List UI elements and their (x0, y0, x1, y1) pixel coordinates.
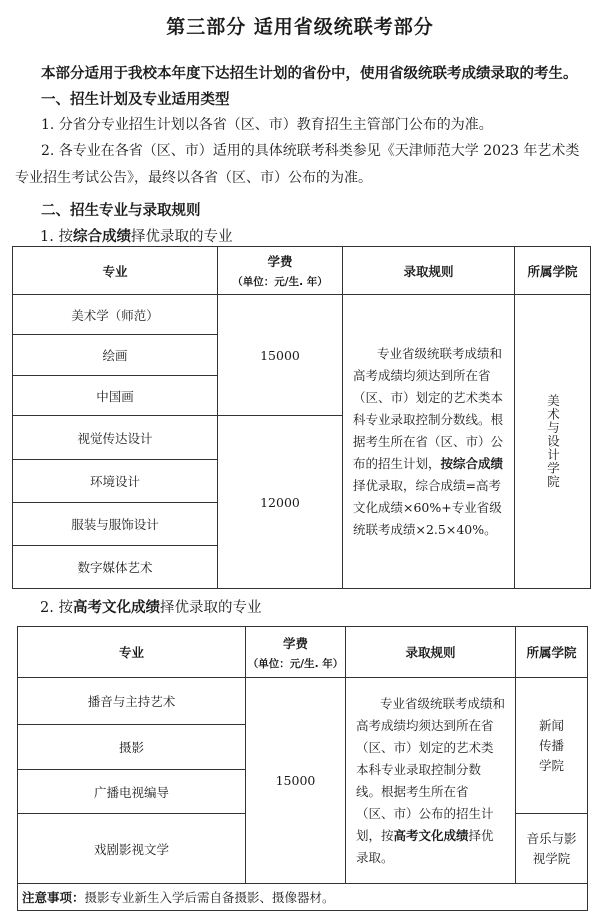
section1-paragraph-1: 1. 分省分专业招生计划以各省（区、市）教育招生主管部门公布的为准。 (41, 117, 493, 133)
college-line: 音乐与影 (526, 830, 577, 846)
section2-heading: 二、招生专业与录取规则 (41, 203, 201, 219)
header-fee-unit: （单位：元/生. 年） (232, 276, 328, 288)
major-cell: 播音与主持艺术 (18, 678, 246, 725)
header-rule: 录取规则 (346, 627, 516, 678)
college-name: 美术与设计学院 (545, 394, 561, 489)
subsection-2-heading (40, 596, 261, 617)
rule-text-post: 择优录取，综合成绩=高考文化成绩×60%+专业省级统联考成绩×2.5×40%。 (353, 477, 502, 537)
major-cell: 视觉传达设计 (13, 416, 218, 460)
header-fee-label: 学费 (282, 635, 308, 651)
subsection-1-prefix: 1. 按 (40, 229, 73, 245)
subsection-2-bold: 高考文化成绩 (72, 600, 160, 616)
subsection-2-suffix: 择优录取的专业 (159, 600, 262, 616)
rule-text-bold: 高考文化成绩 (393, 827, 469, 843)
fee-cell: 15000 (218, 295, 343, 416)
header-major: 专业 (18, 627, 246, 678)
rule-text (356, 693, 505, 869)
table-row (18, 678, 588, 725)
college-line: 传播 (538, 737, 564, 753)
table-culture-score (17, 626, 588, 911)
college-cell (516, 814, 588, 884)
header-fee (218, 247, 343, 295)
page-title: 第三部分 适用省级统联考部分 (166, 16, 434, 38)
major-cell: 广播电视编导 (18, 770, 246, 814)
table-header-row (18, 627, 588, 678)
fee-cell: 12000 (218, 416, 343, 589)
subsection-1-heading (40, 225, 232, 246)
college-cell (516, 678, 588, 814)
note-label: 注意事项： (22, 890, 85, 905)
section1-heading: 一、招生计划及专业适用类型 (41, 92, 230, 108)
fee-cell: 15000 (246, 678, 346, 884)
rule-text-post: 择优录取。 (356, 827, 494, 865)
header-rule: 录取规则 (343, 247, 515, 295)
major-cell: 摄影 (18, 725, 246, 770)
rule-cell (346, 678, 516, 884)
college-line: 学院 (538, 757, 564, 773)
note-cell (18, 884, 588, 911)
major-cell: 戏剧影视文学 (18, 814, 246, 884)
header-college: 所属学院 (515, 247, 591, 295)
rule-text (353, 343, 504, 541)
table-row (13, 295, 591, 335)
major-cell: 美术学（师范） (13, 295, 218, 335)
section1-paragraph-2: 2. 各专业在各省（区、市）适用的具体统联考科类参见《天津师范大学 2023 年艺术类专业招生考试公告》，最终以各省（区、市）公布的为准。 (15, 143, 580, 186)
rule-cell (343, 295, 515, 589)
table-composite-score (12, 246, 591, 589)
major-cell: 环境设计 (13, 460, 218, 503)
college-line: 视学院 (532, 850, 571, 866)
intro-text: 本部分适用于我校本年度下达招生计划的省份中，使用省级统联考成绩录取的考生。 (41, 66, 578, 82)
note-text: 摄影专业新生入学后需自备摄影、摄像器材。 (84, 890, 335, 905)
college-line: 新闻 (538, 717, 564, 733)
table-header-row (13, 247, 591, 295)
subsection-1-bold: 综合成绩 (72, 229, 131, 245)
major-cell: 绘画 (13, 335, 218, 376)
header-fee-unit: （单位：元/生. 年） (247, 657, 344, 670)
header-fee (246, 627, 346, 678)
major-cell: 数字媒体艺术 (13, 546, 218, 589)
rule-text-pre: 专业省级统联考成绩和高考成绩均须达到所在省（区、市）划定的艺术类本科专业录取控制分数线。根据考生所在省（区、市）公布的招生计划， (353, 345, 504, 471)
header-fee-label: 学费 (267, 254, 293, 269)
major-cell: 中国画 (13, 376, 218, 416)
subsection-1-suffix: 择优录取的专业 (130, 229, 233, 245)
rule-text-bold: 按综合成绩 (440, 455, 504, 471)
college-cell (515, 295, 591, 589)
rule-text-pre: 专业省级统联考成绩和高考成绩均须达到所在省（区、市）划定的艺术类本科专业录取控制分数线。根据考生所在省（区、市）公布的招生计划，按 (356, 695, 506, 843)
subsection-2-prefix: 2. 按 (40, 600, 73, 616)
header-major: 专业 (13, 247, 218, 295)
header-college: 所属学院 (516, 627, 588, 678)
note-row (18, 884, 588, 911)
major-cell: 服装与服饰设计 (13, 503, 218, 546)
